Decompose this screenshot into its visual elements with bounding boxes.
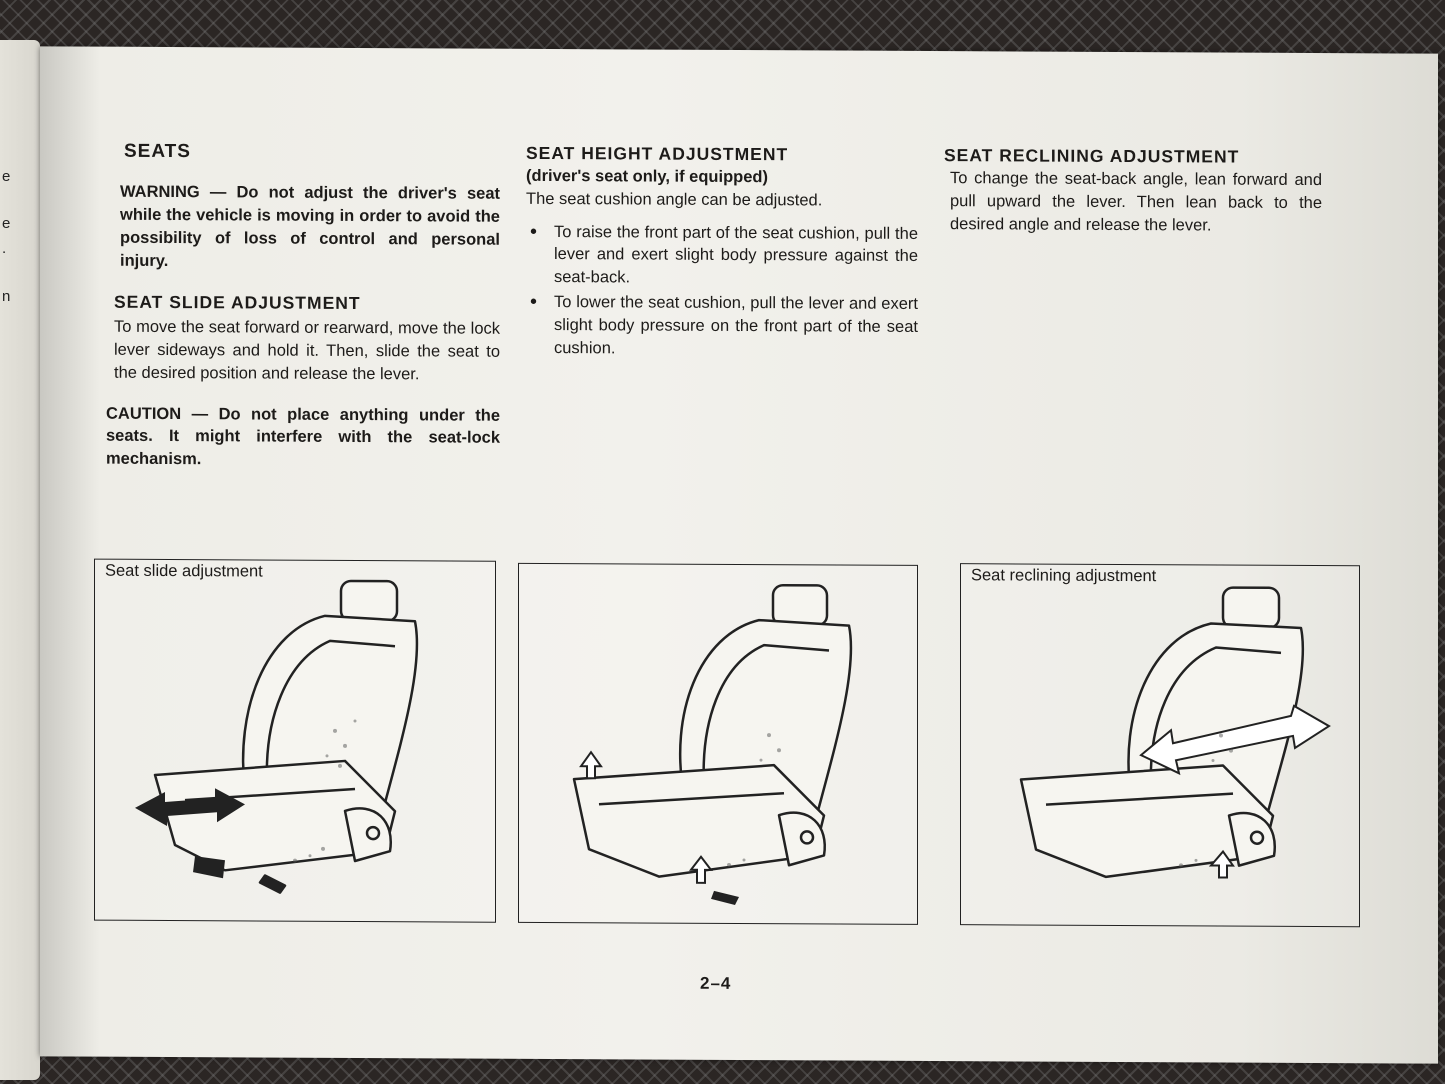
- list-item: • To raise the front part of the seat cushion, pull the lever and exert slight body pressure against the seat-back.: [526, 221, 918, 291]
- recline-text: To change the seat-back angle, lean forward and pull upward the lever. Then lean back to the desired angle and release the lever.: [950, 169, 1322, 235]
- recline-heading: SEAT RECLINING ADJUSTMENT: [944, 145, 1240, 167]
- warning-text: WARNING — Do not adjust the driver's seat while the vehicle is moving in order to avoid the possibility of loss of control and personal injury.: [120, 182, 500, 270]
- page-number: 2–4: [700, 973, 732, 993]
- figure-seat-slide: [94, 559, 496, 923]
- prev-page-fragment: .: [2, 240, 7, 257]
- slide-heading: SEAT SLIDE ADJUSTMENT: [114, 292, 361, 314]
- height-subheading: (driver's seat only, if equipped): [526, 167, 768, 187]
- middle-column: [526, 141, 918, 363]
- height-intro: The seat cushion angle can be adjusted.: [526, 189, 823, 210]
- seat-illustration-slide: [95, 560, 495, 922]
- height-bullet-list: [526, 221, 918, 362]
- slide-text: To move the seat forward or rearward, move the lock lever sideways and hold it. Then, slide the seat to the desired position and release the lever.: [114, 318, 500, 384]
- prev-page-fragment: e: [2, 215, 11, 232]
- section-title: SEATS: [124, 140, 191, 163]
- caution-text: CAUTION — Do not place anything under the seats. It might interfere with the seat-lock mechanism.: [106, 404, 500, 469]
- figure-seat-height: [518, 563, 918, 925]
- seat-illustration-height: [519, 564, 917, 924]
- figure-label: Seat reclining adjustment: [971, 566, 1157, 586]
- height-heading: SEAT HEIGHT ADJUSTMENT: [526, 142, 789, 165]
- prev-page-fragment: n: [2, 288, 11, 305]
- prev-page-fragment: e: [2, 168, 11, 185]
- figure-seat-recline: [960, 563, 1360, 927]
- seat-illustration-recline: [961, 564, 1359, 926]
- right-column: [944, 143, 1322, 237]
- figure-label: Seat slide adjustment: [105, 561, 263, 581]
- list-item: • To lower the seat cushion, pull the lever and exert slight body pressure on the front part of the seat cushion.: [526, 291, 918, 361]
- manual-page: [40, 46, 1438, 1063]
- previous-page-edge: [0, 40, 40, 1080]
- left-column: [102, 139, 500, 473]
